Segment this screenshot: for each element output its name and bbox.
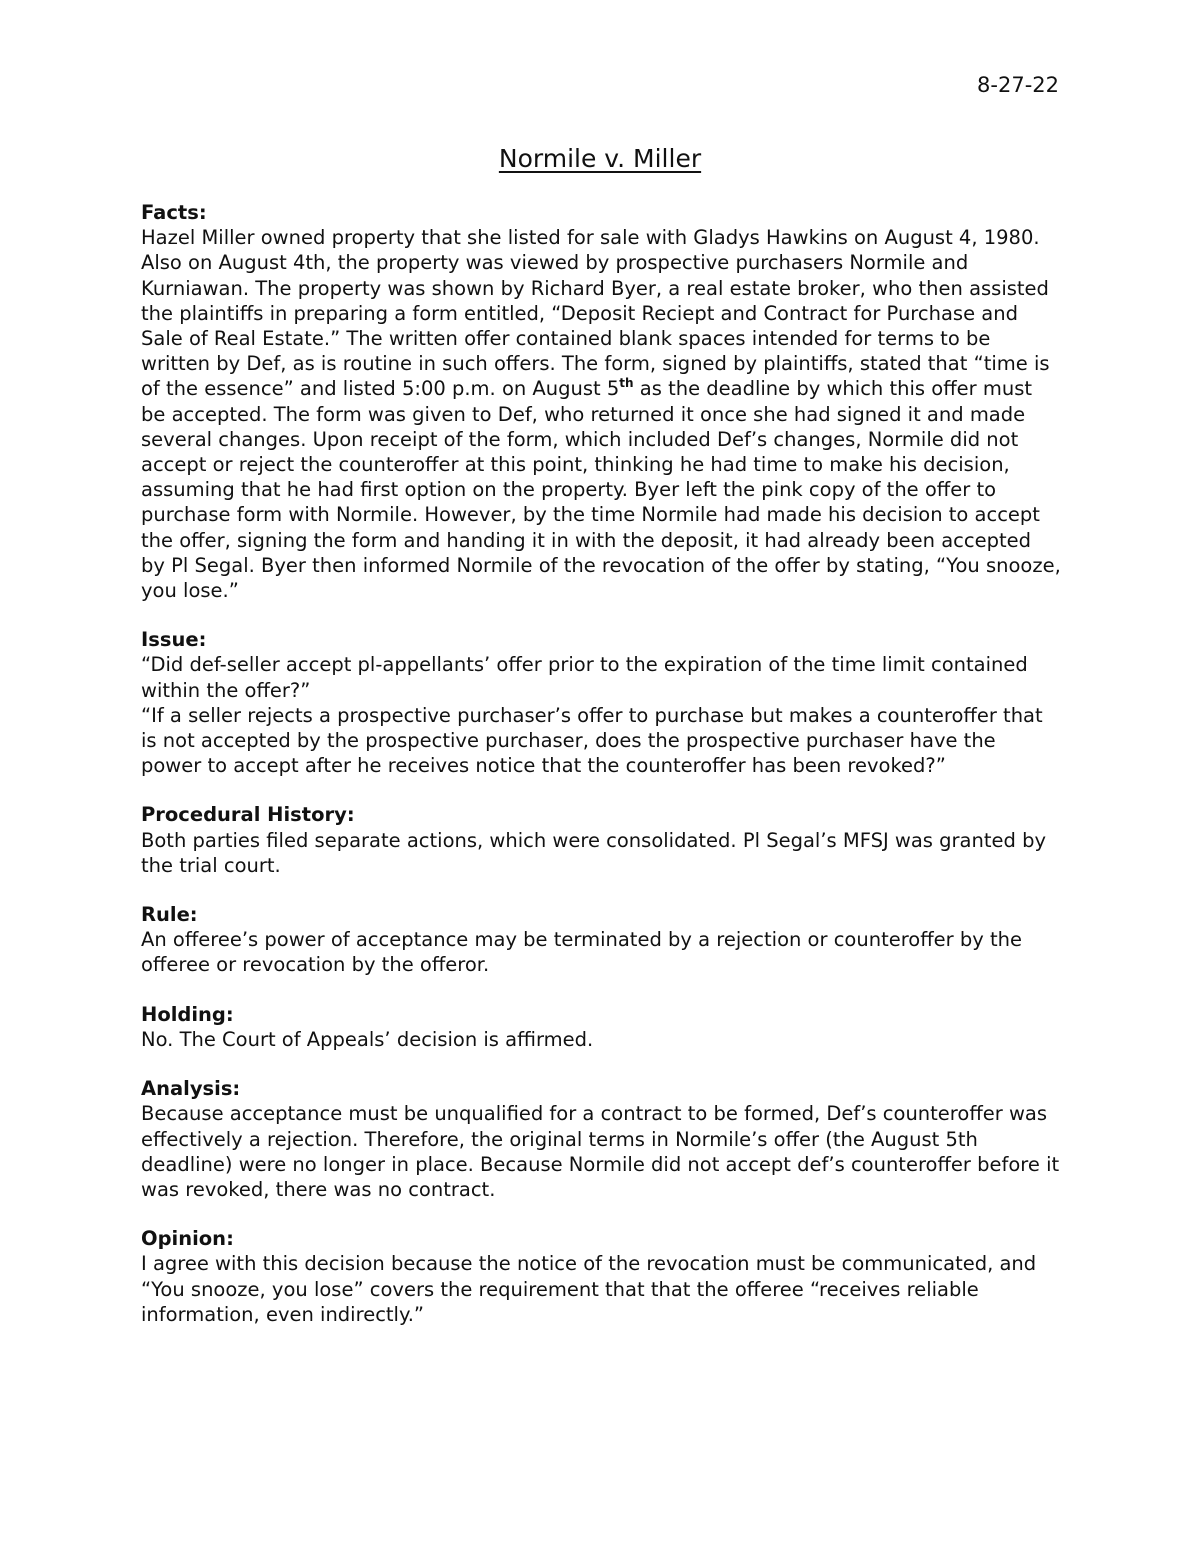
holding-text: No. The Court of Appeals’ decision is affirmed. [141,1027,594,1051]
procedural-history-text: Both parties filed separate actions, which were consolidated. Pl Segal’s MFSJ was granted by the trial court. [141,828,1047,877]
rule-section [141,902,1061,978]
opinion-text: I agree with this decision because the notice of the revocation must be communicated, and “You snooze, you lose” covers the requirement that that the offeree “receives reliable information, even indirectly.” [141,1252,1037,1326]
rule-heading: Rule: [141,903,198,927]
procedural-history-section [141,802,1061,878]
document-title [0,144,1200,174]
holding-section [141,1002,1061,1052]
issue-question-2: “If a seller rejects a prospective purchaser’s offer to purchase but makes a counteroffer that is not accepted by the prospective purchaser, does the prospective purchaser have the power to accept after he receives notice that the counteroffer has been revoked?” [141,703,1043,778]
opinion-heading: Opinion: [141,1227,234,1251]
issue-section [141,627,1061,778]
opinion-section [141,1226,1061,1327]
issue-heading: Issue: [141,628,207,652]
holding-heading: Holding: [141,1002,234,1026]
procedural-history-heading: Procedural History: [141,803,355,827]
facts-text-part2: as the deadline by which this offer must be accepted. The form was given to Def, who returned it once she had signed it and made several changes. Upon receipt of the form, which included Def’s changes, Normile did not accept or reject the counteroffer at this point, thinking he had time to make his decision, assuming that he had first option on the property. Byer left the pink copy of the offer to purchase form with Normile. However, by the time Normile had made his decision to accept the offer, signing the form and handing it in with the deposit, it had already been accepted by Pl Segal. Byer then informed Normile of the revocation of the offer by stating, “You snooze, you lose.” [141,377,1061,603]
ordinal-superscript: th [619,376,634,391]
case-brief-body [141,200,1061,1351]
facts-section [141,200,1061,603]
facts-text [141,225,1061,603]
analysis-text: Because acceptance must be unqualified for a contract to be formed, Def’s counteroffer was effectively a rejection. Therefore, the original terms in Normile’s offer (the August 5th deadline) were no longer in place. Because Normile did not accept def’s counteroffer before it was revoked, there was no contract. [141,1102,1060,1201]
analysis-heading: Analysis: [141,1077,241,1101]
issue-question-1: “Did def-seller accept pl-appellants’ offer prior to the expiration of the time limit contained within the offer?” [141,653,1028,702]
document-date: 8-27-22 [977,73,1059,97]
facts-text-part1: Hazel Miller owned property that she listed for sale with Gladys Hawkins on August 4, 1980. Also on August 4th, the property was viewed by prospective purchasers Normile and Kurniawan. The property was shown by Richard Byer, a real estate broker, who then assisted the plaintiffs in preparing a form entitled, “Deposit Reciept and Contract for Purchase and Sale of Real Estate.” The written offer contained blank spaces intended for terms to be written by Def, as is routine in such offers. The form, signed by plaintiffs, stated that “time is of the essence” and listed 5:00 p.m. on August 5 [141,226,1050,401]
case-name: Normile v. Miller [498,144,702,173]
analysis-section [141,1076,1061,1202]
rule-text: An offeree’s power of acceptance may be terminated by a rejection or counteroffer by the offeree or revocation by the offeror. [141,928,1022,977]
facts-heading: Facts: [141,201,207,224]
